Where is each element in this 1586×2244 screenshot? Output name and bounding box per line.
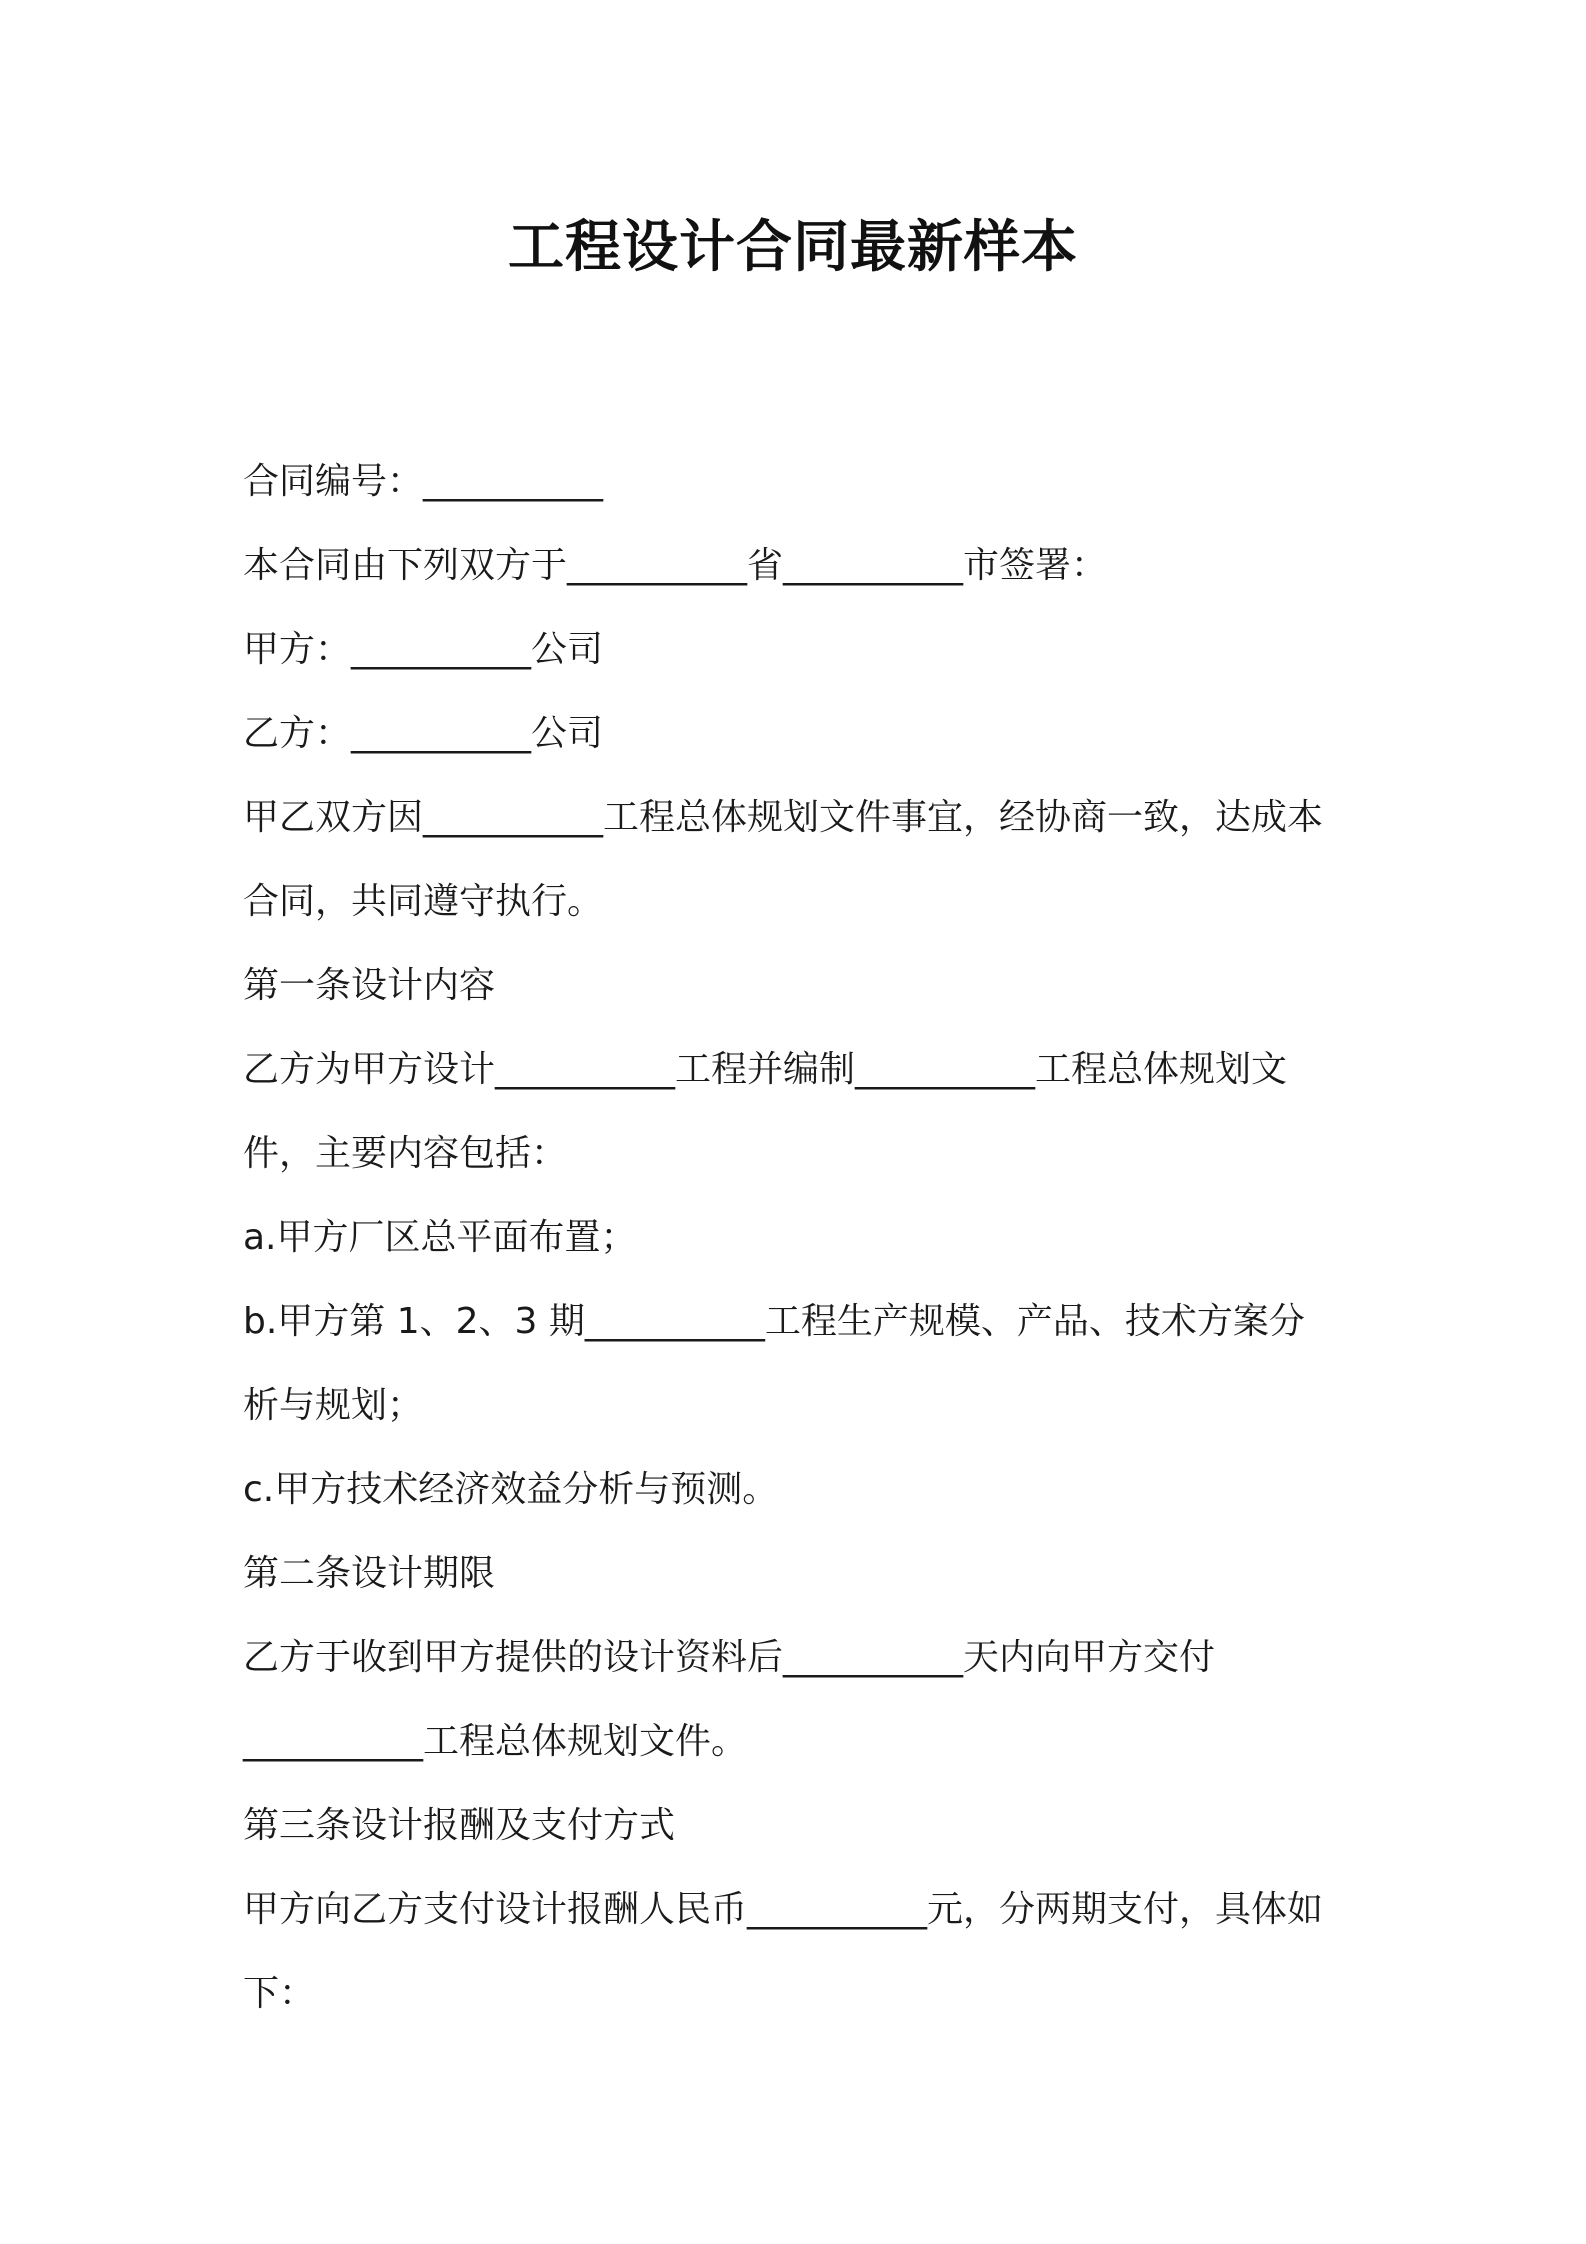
party-a-line: 甲方：__________公司	[243, 629, 604, 670]
article-1-heading: 第一条设计内容	[243, 965, 496, 1006]
article-2-heading: 第二条设计期限	[243, 1553, 496, 1594]
signing-place-line: 本合同由下列双方于__________省__________市签署：	[243, 545, 1108, 586]
party-b-line: 乙方：__________公司	[243, 713, 604, 754]
article-1-item-b: b.甲方第 1、2、3 期__________工程生产规模、产品、技术方案分	[243, 1301, 1305, 1342]
article-2-text-continued: __________工程总体规划文件。	[243, 1721, 748, 1762]
article-1-item-b-continued: 析与规划；	[243, 1385, 424, 1426]
article-2-text: 乙方于收到甲方提供的设计资料后__________天内向甲方交付	[243, 1637, 1216, 1678]
article-1-item-c: c.甲方技术经济效益分析与预测。	[243, 1469, 779, 1510]
article-3-text: 甲方向乙方支付设计报酬人民币__________元，分两期支付，具体如	[243, 1889, 1324, 1930]
contract-number-line: 合同编号：__________	[243, 461, 604, 502]
article-3-text-continued: 下：	[243, 1973, 316, 2014]
article-3-heading: 第三条设计报酬及支付方式	[243, 1805, 676, 1846]
document-body	[243, 440, 1363, 2036]
document-title: 工程设计合同最新样本	[508, 215, 1078, 280]
article-1-text: 乙方为甲方设计__________工程并编制__________工程总体规划文	[243, 1049, 1288, 1090]
preamble-line-continued: 合同，共同遵守执行。	[243, 881, 604, 922]
preamble-line: 甲乙双方因__________工程总体规划文件事宜，经协商一致，达成本	[243, 797, 1324, 838]
article-1-text-continued: 件，主要内容包括：	[243, 1133, 568, 1174]
article-1-item-a: a.甲方厂区总平面布置；	[243, 1217, 637, 1258]
